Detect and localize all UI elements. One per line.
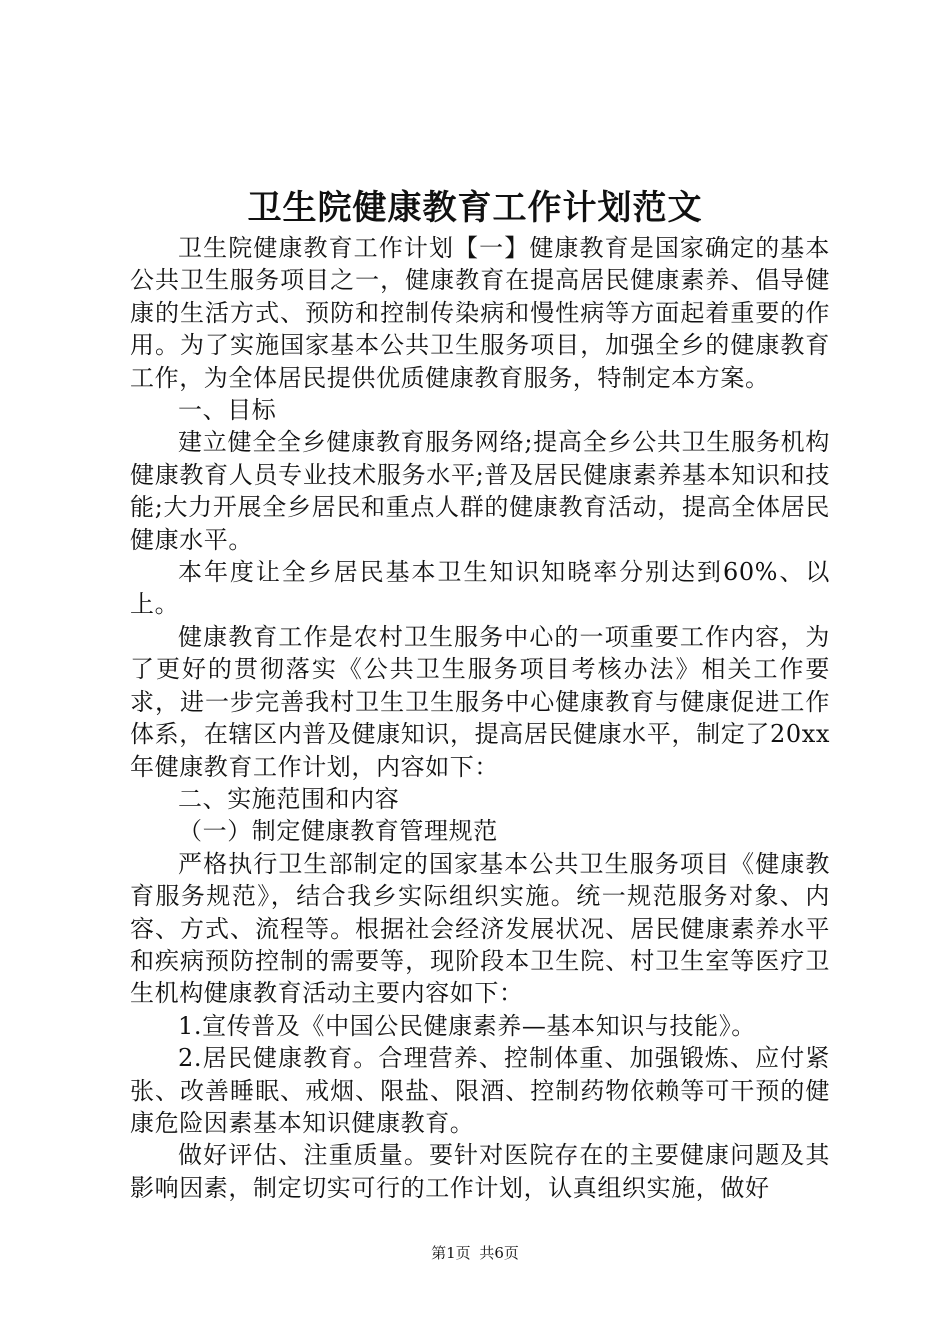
subheading-norms: （一）制定健康教育管理规范 [178, 817, 498, 846]
heading-goal: 一、目标 [178, 396, 277, 425]
document-title: 卫生院健康教育工作计划范文 [247, 188, 703, 228]
page-footer [0, 1242, 950, 1264]
list-item-2: 2.居民健康教育。合理营养、控制体重、加强锻炼、应付紧张、改善睡眠、戒烟、限盐、限酒、控制药物依赖等可干预的健康危险因素基本知识健康教育。 [130, 1044, 830, 1137]
paragraph-evaluation: 做好评估、注重质量。要针对医院存在的主要健康问题及其影响因素，制定切实可行的工作计划，认真组织实施，做好 [130, 1141, 830, 1202]
list-item-1: 1.宣传普及《中国公民健康素养—基本知识与技能》。 [178, 1011, 756, 1040]
paragraph-norms: 严格执行卫生部制定的国家基本公共卫生服务项目《健康教育服务规范》，结合我乡实际组织实施。统一规范服务对象、内容、方式、流程等。根据社会经济发展状况、居民健康素养水平和疾病预防控制的需要等，现阶段本卫生院、村卫生室等医疗卫生机构健康教育活动主要内容如下： [130, 849, 830, 1008]
paragraph-goal: 建立健全全乡健康教育服务网络;提高全乡公共卫生服务机构健康教育人员专业技术服务水平;普及居民健康素养基本知识和技能;大力开展全乡居民和重点人群的健康教育活动，提高全体居民健康水平。 [130, 428, 830, 554]
page-number-total: 共6页 [479, 1244, 519, 1262]
page-number-current: 第1页 [431, 1244, 471, 1262]
paragraph-intro: 卫生院健康教育工作计划【一】健康教育是国家确定的基本公共卫生服务项目之一，健康教育在提高居民健康素养、倡导健康的生活方式、预防和控制传染病和慢性病等方面起着重要的作用。为了实施国家基本公共卫生服务项目，加强全乡的健康教育工作，为全体居民提供优质健康教育服务，特制定本方案。 [130, 234, 830, 392]
paragraph-target-rate: 本年度让全乡居民基本卫生知识知晓率分别达到60%、以上。 [130, 558, 830, 619]
paragraph-plan-purpose: 健康教育工作是农村卫生服务中心的一项重要工作内容，为了更好的贯彻落实《公共卫生服务项目考核办法》相关工作要求，进一步完善我村卫生卫生服务中心健康教育与健康促进工作体系，在辖区内普及健康知识，提高居民健康水平，制定了20xx年健康教育工作计划，内容如下： [130, 622, 830, 781]
heading-scope: 二、实施范围和内容 [178, 784, 400, 813]
document-body [130, 232, 830, 1204]
